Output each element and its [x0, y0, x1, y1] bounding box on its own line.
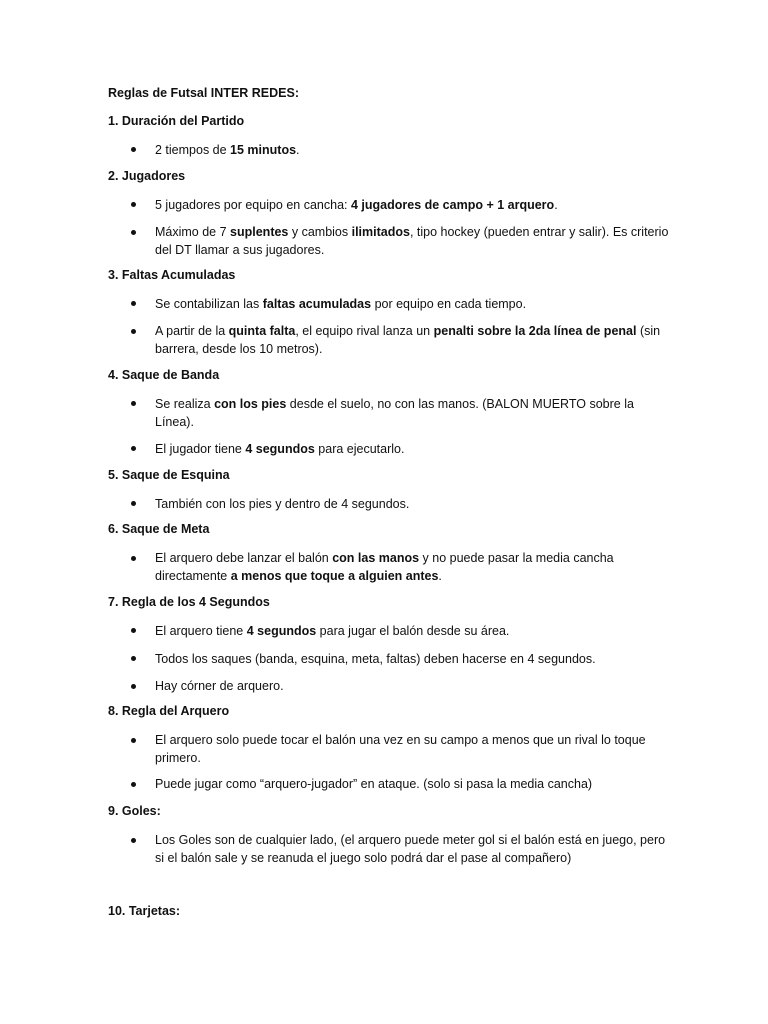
bullet-item — [155, 141, 675, 159]
bullet-icon — [131, 738, 136, 743]
text-run: para jugar el balón desde su área. — [316, 624, 510, 638]
bullet-item — [155, 731, 675, 767]
text-run: y cambios — [288, 225, 352, 239]
text-run: Máximo de 7 — [155, 225, 231, 239]
bullet-icon — [131, 329, 136, 334]
bold-text: suplentes — [230, 225, 289, 239]
bullet-icon — [131, 556, 136, 561]
text-run: para ejecutarlo. — [314, 442, 405, 456]
bullet-icon — [131, 684, 136, 689]
text-run: También con los pies y dentro de 4 segundos. — [155, 497, 410, 511]
section-heading: 4. Saque de Banda — [108, 368, 220, 382]
text-run: (sin barrera, desde los 10 metros). — [155, 324, 661, 356]
bullet-item — [155, 440, 675, 458]
text-run: El arquero debe lanzar el balón — [155, 551, 333, 565]
bold-text: 4 segundos — [245, 442, 315, 456]
bold-text: 4 jugadores de campo + 1 arquero — [350, 198, 555, 212]
text-run: Se contabilizan las — [155, 297, 263, 311]
bullet-icon — [131, 656, 136, 661]
bold-text: faltas acumuladas — [262, 297, 372, 311]
bullet-icon — [131, 401, 136, 406]
bullet-item — [155, 549, 675, 585]
bold-text: 15 minutos — [230, 143, 297, 157]
bullet-item — [155, 395, 675, 431]
section-heading: 7. Regla de los 4 Segundos — [108, 595, 270, 609]
bullet-icon — [131, 147, 136, 152]
section-heading: 8. Regla del Arquero — [108, 704, 230, 718]
bullet-item — [155, 322, 675, 358]
document-title: Reglas de Futsal INTER REDES: — [108, 86, 300, 100]
bullet-item — [155, 196, 675, 214]
bullet-icon — [131, 838, 136, 843]
text-run: y no puede pasar la media cancha directamente — [155, 551, 614, 583]
bold-text: con los pies — [214, 397, 287, 411]
bold-text: 4 segundos — [246, 624, 317, 638]
section-heading: 5. Saque de Esquina — [108, 468, 230, 482]
bullet-icon — [131, 628, 136, 633]
bold-text: a menos que toque a alguien antes — [230, 569, 439, 583]
bullet-icon — [131, 202, 136, 207]
section-heading: 9. Goles: — [108, 804, 161, 818]
bullet-icon — [131, 301, 136, 306]
section-heading: 1. Duración del Partido — [108, 114, 245, 128]
text-run: A partir de la — [155, 324, 229, 338]
bullet-item — [155, 677, 675, 695]
bold-text: penalti sobre la 2da línea de penal — [433, 324, 637, 338]
text-run: El arquero solo puede tocar el balón una vez en su campo a menos que un rival lo toque primero. — [155, 733, 646, 765]
bullet-item — [155, 495, 675, 513]
text-run: , tipo hockey (pueden entrar y salir). Es criterio del DT llamar a sus jugadores. — [155, 225, 669, 257]
text-run: El arquero tiene — [155, 624, 247, 638]
text-run: 5 jugadores por equipo en cancha: — [155, 198, 351, 212]
text-run: Se realiza — [155, 397, 215, 411]
bold-text: quinta falta — [228, 324, 296, 338]
text-run: Puede jugar como “arquero-jugador” en ataque. (solo si pasa la media cancha) — [155, 777, 593, 791]
text-run: . — [296, 143, 300, 157]
text-run: Hay córner de arquero. — [155, 679, 284, 693]
bullet-item — [155, 295, 675, 313]
text-run: 2 tiempos de — [155, 143, 231, 157]
text-run: Todos los saques (banda, esquina, meta, faltas) deben hacerse en 4 segundos. — [155, 652, 596, 666]
text-run: Los Goles son de cualquier lado, (el arquero puede meter gol si el balón está en juego, pero si el balón sale y se reanuda el juego solo podrá dar el pase al compañero) — [155, 833, 666, 865]
bullet-item — [155, 223, 675, 259]
bullet-item — [155, 650, 675, 668]
text-run: . — [438, 569, 442, 583]
bullet-item — [155, 831, 675, 867]
text-run: El jugador tiene — [155, 442, 246, 456]
text-run: , el equipo rival lanza un — [295, 324, 434, 338]
section-heading: 6. Saque de Meta — [108, 522, 210, 536]
text-run: desde el suelo, no con las manos. (BALON MUERTO sobre la Línea). — [155, 397, 634, 429]
section-heading: 2. Jugadores — [108, 169, 186, 183]
bullet-item — [155, 775, 675, 793]
bullet-icon — [131, 446, 136, 451]
bullet-item — [155, 622, 675, 640]
text-run: por equipo en cada tiempo. — [371, 297, 527, 311]
text-run: . — [554, 198, 558, 212]
bullet-icon — [131, 501, 136, 506]
bold-text: con las manos — [332, 551, 420, 565]
section-heading: 10. Tarjetas: — [108, 904, 181, 918]
bullet-icon — [131, 230, 136, 235]
bullet-icon — [131, 782, 136, 787]
bold-text: ilimitados — [351, 225, 410, 239]
section-heading: 3. Faltas Acumuladas — [108, 268, 236, 282]
